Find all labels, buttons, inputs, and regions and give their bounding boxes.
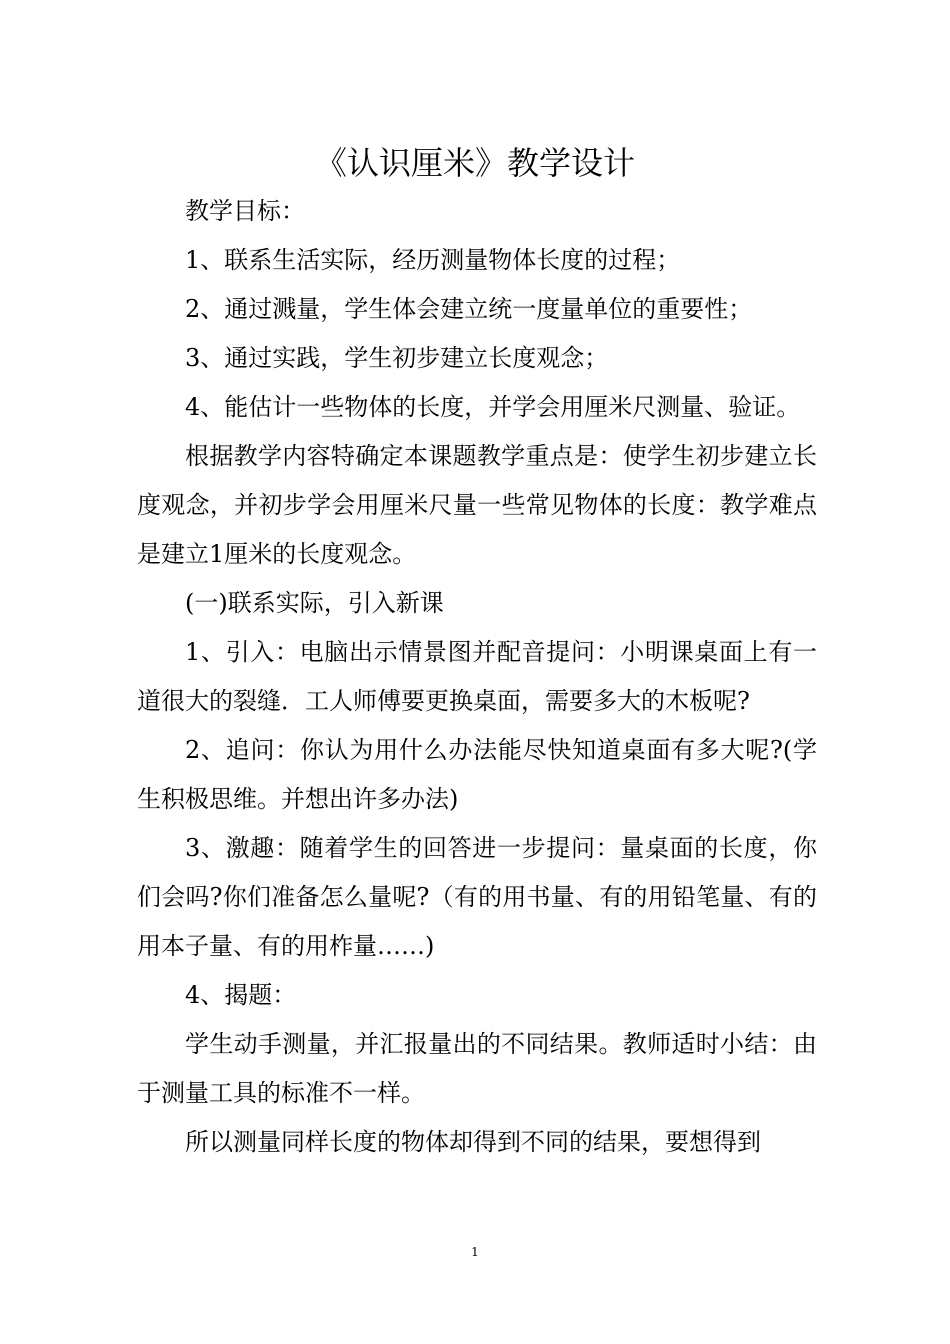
paragraph-key-points: 根据教学内容特确定本课题教学重点是：使学生初步建立长度观念，并初步学会用厘米尺量一些常见物体的长度：教学难点是建立1厘米的长度观念。	[137, 442, 817, 568]
paragraph-objective-1: 1、联系生活实际，经历测量物体长度的过程；	[185, 246, 681, 274]
paragraph-section-1-heading: (一)联系实际，引入新课	[185, 589, 444, 617]
paragraph-step-4: 4、揭题：	[185, 981, 297, 1009]
page-number: 1	[471, 1245, 479, 1259]
paragraph-conclusion: 所以测量同样长度的物体却得到不同的结果，要想得到	[185, 1128, 761, 1156]
document-body	[137, 187, 817, 1167]
paragraph-objective-4: 4、能估计一些物体的长度，并学会用厘米尺测量、验证。	[185, 393, 801, 421]
paragraph-objective-3: 3、通过实践，学生初步建立长度观念；	[185, 344, 609, 372]
paragraph-step-2: 2、追问：你认为用什么办法能尽快知道桌面有多大呢?(学生积极思维。并想出许多办法)	[137, 736, 817, 813]
document-title: 《认识厘米》教学设计	[314, 144, 635, 182]
paragraph-objectives-heading: 教学目标：	[185, 197, 305, 225]
paragraph-step-1: 1、引入：电脑出示情景图并配音提问：小明课桌面上有一道很大的裂缝．工人师傅要更换桌面，需要多大的木板呢?	[137, 638, 817, 715]
paragraph-measure-report: 学生动手测量，并汇报量出的不同结果。教师适时小结：由于测量工具的标准不一样。	[137, 1030, 817, 1107]
paragraph-step-3: 3、激趣：随着学生的回答进一步提问：量桌面的长度，你们会吗?你们准备怎么量呢?（有的用书量、有的用铅笔量、有的用本子量、有的用柞量……)	[137, 834, 817, 960]
paragraph-objective-2: 2、通过溅量，学生体会建立统一度量单位的重要性；	[185, 295, 753, 323]
